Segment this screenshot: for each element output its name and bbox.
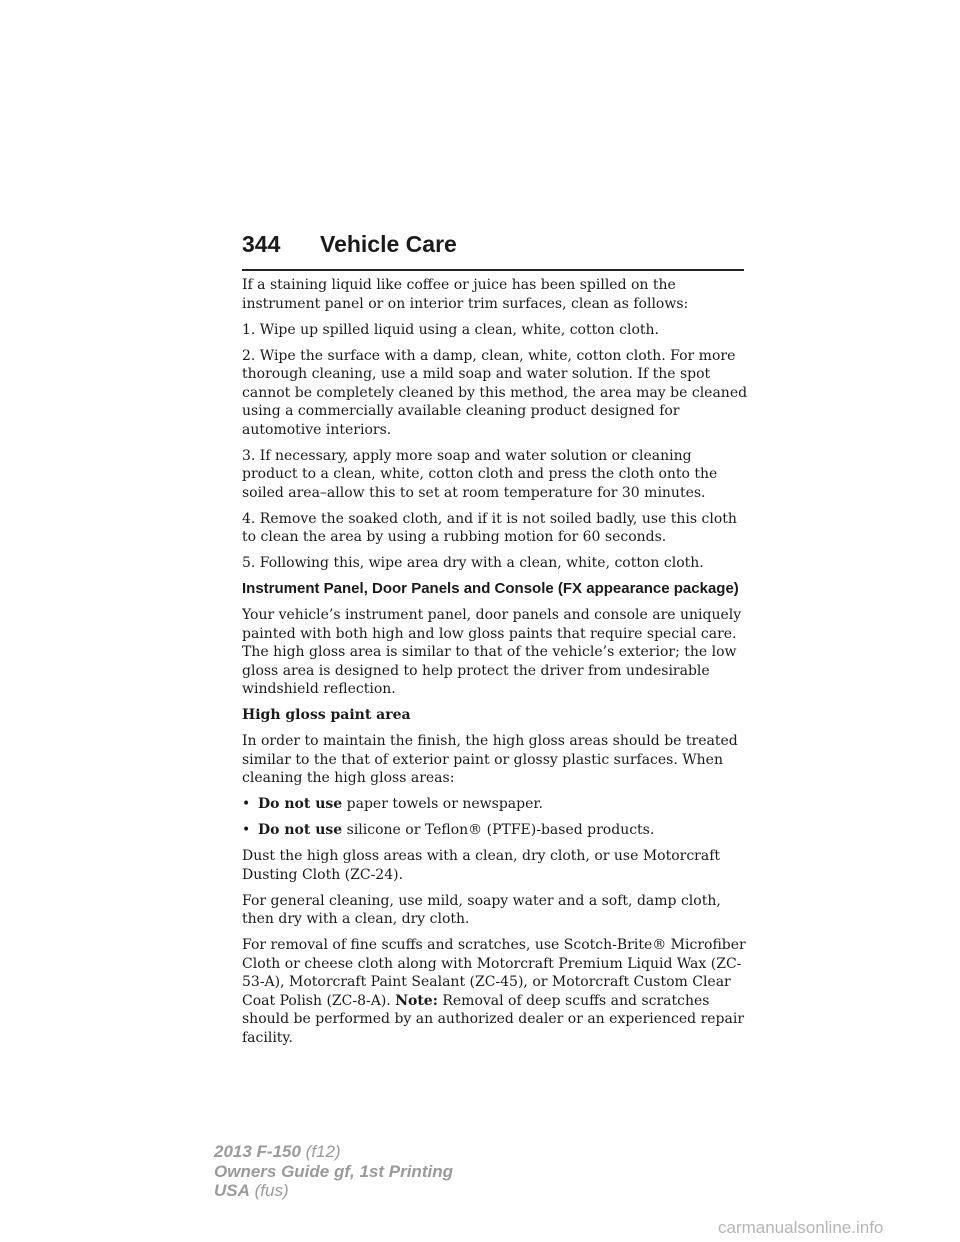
page-content: [242, 276, 748, 1055]
footer-market-code: (fus): [249, 1181, 289, 1200]
bullet-text: silicone or Teflon® (PTFE)-based products.: [342, 822, 655, 838]
print-footer: [214, 1142, 453, 1201]
page-number: 344: [242, 231, 281, 257]
step-4: 4. Remove the soaked cloth, and if it is not soiled badly, use this cloth to clean the area by using a rubbing motion for 60 seconds.: [242, 510, 737, 545]
footer-model-code: (f12): [300, 1142, 341, 1161]
note-label: Note:: [395, 992, 438, 1009]
footer-model: 2013 F-150: [214, 1142, 301, 1161]
site-watermark: carmanualsonline.info: [718, 1218, 884, 1237]
footer-market: USA: [214, 1181, 250, 1200]
removal-paragraph: [242, 936, 748, 1047]
bullet-text: paper towels or newspaper.: [342, 796, 543, 812]
note-text: Removal of deep scuffs and scratches should be performed by an authorized dealer or an experienced repair facility.: [242, 992, 745, 1046]
removal-text: For removal of fine scuffs and scratches, use Scotch-Brite® Microfiber Cloth or cheese cloth along with Motorcraft Premium Liquid Wax (ZC-53-A), Motorcraft Paint Sealant (ZC-45), or Motorcraft Custom Clear Coat Polish (ZC-8-A).: [242, 937, 746, 1009]
high-gloss-paragraph: In order to maintain the finish, the high gloss areas should be treated similar to the that of exterior paint or glossy plastic surfaces. When cleaning the high gloss areas:: [242, 733, 738, 786]
heading-fx-package: Instrument Panel, Door Panels and Console (FX appearance package): [242, 580, 739, 597]
footer-line-1: [214, 1142, 453, 1162]
page-header: [242, 229, 744, 271]
bullet-strong: Do not use: [258, 822, 343, 838]
bullet-strong: Do not use: [258, 796, 343, 812]
footer-line-3: [214, 1181, 453, 1201]
general-cleaning-paragraph: For general cleaning, use mild, soapy water and a soft, damp cloth, then dry with a clean, dry cloth.: [242, 892, 721, 927]
footer-line-2: [214, 1162, 453, 1182]
bullet-item: [242, 821, 748, 840]
bullet-symbol: •: [242, 822, 251, 838]
bullet-symbol: •: [242, 796, 251, 812]
intro-paragraph: If a staining liquid like coffee or juice has been spilled on the instrument panel or on interior trim surfaces, clean as follows:: [242, 277, 689, 312]
step-1: 1. Wipe up spilled liquid using a clean, white, cotton cloth.: [242, 321, 659, 338]
step-3: 3. If necessary, apply more soap and water solution or cleaning product to a clean, white, cotton cloth and press the cloth onto the soiled area–allow this to set at room temperature for 30 minutes.: [242, 447, 718, 501]
step-2: 2. Wipe the surface with a damp, clean, white, cotton cloth. For more thorough cleaning, use a mild soap and water solution. If the spot cannot be completely cleaned by this method, the area may be cleaned using a commercially available cleaning product designed for automotive interiors.: [242, 347, 748, 438]
dust-paragraph: Dust the high gloss areas with a clean, dry cloth, or use Motorcraft Dusting Cloth (ZC-24).: [242, 848, 721, 883]
footer-guide: Owners Guide gf, 1st Printing: [214, 1161, 453, 1181]
heading-high-gloss: High gloss paint area: [242, 707, 411, 723]
step-5: 5. Following this, wipe area dry with a clean, white, cotton cloth.: [242, 555, 704, 571]
bullet-item: [242, 795, 748, 814]
section-title: Vehicle Care: [320, 231, 457, 257]
fx-paragraph: Your vehicle’s instrument panel, door panels and console are uniquely painted with both high and low gloss paints that require special care. The high gloss area is similar to that of the vehicle’s exterior; the low gloss area is designed to help protect the driver from undesirable windshield reflection.: [242, 607, 742, 697]
